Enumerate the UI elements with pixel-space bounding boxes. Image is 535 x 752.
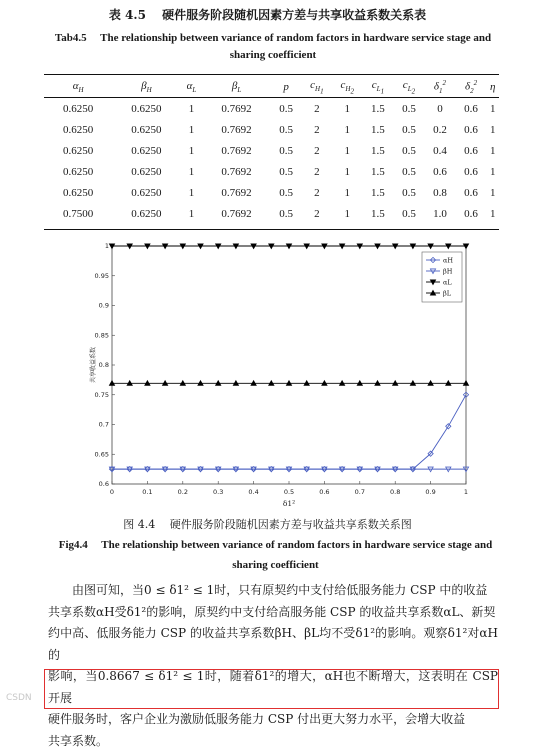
- col-c-l2: $c_{L_2}$: [393, 76, 424, 98]
- col-delta1-sq: $\delta_1^2$: [424, 76, 455, 98]
- y-tick-label: 0.95: [95, 272, 109, 280]
- x-tick-label: 0.8: [390, 488, 400, 496]
- col-c-l1: $c_{L_1}$: [362, 76, 393, 98]
- col-eta: η: [487, 76, 499, 98]
- table-cell: 1.5: [362, 203, 393, 224]
- table-cell: 0.6: [456, 98, 487, 119]
- table-cell: 0.6: [424, 161, 455, 182]
- table-cell: 0.6250: [112, 203, 180, 224]
- col-p: p: [271, 76, 302, 98]
- table-cell: 0.5: [393, 140, 424, 161]
- col-alpha-h: $\alpha_H$: [44, 76, 112, 98]
- y-tick-label: 0.8: [99, 361, 109, 369]
- table-cell: 2: [302, 161, 332, 182]
- x-tick-label: 0: [110, 488, 114, 496]
- table-cell: 0.5: [393, 98, 424, 119]
- col-alpha-l: $\alpha_L$: [181, 76, 203, 98]
- table-cell: 0.6250: [44, 182, 112, 203]
- y-tick-label: 1: [105, 242, 109, 250]
- table-cell: 0.7692: [202, 203, 270, 224]
- table-cell: 0.5: [393, 161, 424, 182]
- table-cell: 1: [332, 161, 362, 182]
- table-row: [44, 182, 499, 203]
- legend-box: [422, 252, 462, 302]
- table-title-en: [48, 30, 498, 64]
- table-cell: 0.5: [271, 161, 302, 182]
- paragraph-line-5: 硬件服务时，客户企业为激励低服务能力 CSP 付出更大努力水平，会增大收益: [48, 709, 498, 731]
- x-tick-label: 0.5: [284, 488, 294, 496]
- table-row: [44, 161, 499, 182]
- table-cell: 1.5: [362, 140, 393, 161]
- table-cell: 0.6: [456, 140, 487, 161]
- table-cell: 0.5: [393, 182, 424, 203]
- table-cell: 0.6250: [44, 98, 112, 119]
- x-tick-label: 0.9: [425, 488, 435, 496]
- legend-entry: αH: [443, 257, 453, 265]
- table-cell: 1.5: [362, 98, 393, 119]
- table-cell: 1: [487, 182, 499, 203]
- table-cell: 0.6: [456, 182, 487, 203]
- watermark: CSDN: [6, 693, 32, 703]
- paragraph-line-4: 影响，当0.8667 ≤ δ1² ≤ 1时，随着δ1²的增大，αH也不断增大，这表明在 CSP 开展: [48, 666, 498, 709]
- table-cell: 1: [181, 182, 203, 203]
- table-cell: 1.5: [362, 182, 393, 203]
- table-cell: 0.7692: [202, 119, 270, 140]
- table-cell: 1: [487, 119, 499, 140]
- table-row: [44, 119, 499, 140]
- x-tick-label: 0.3: [213, 488, 223, 496]
- table-cell: 1: [487, 140, 499, 161]
- table-cell: 1: [332, 203, 362, 224]
- table-cell: 0.5: [271, 140, 302, 161]
- paragraph-line-3: 约中高、低服务能力 CSP 的收益共享系数βH、βL均不受δ1²的影响。观察δ1²对αH的: [48, 623, 498, 666]
- table-cell: 0.5: [271, 182, 302, 203]
- x-tick-label: 0.4: [248, 488, 258, 496]
- legend-entry: βH: [443, 268, 453, 276]
- table-cell: 1.0: [424, 203, 455, 224]
- table-cell: 2: [302, 119, 332, 140]
- table-cell: 0.4: [424, 140, 455, 161]
- table-cell: 0.6: [456, 161, 487, 182]
- paragraph-line-6: 共享系数。: [48, 731, 498, 752]
- plot-frame: [112, 246, 466, 484]
- table-cell: 1: [332, 140, 362, 161]
- y-tick-label: 0.7: [99, 421, 109, 429]
- table-cell: 0.6250: [112, 119, 180, 140]
- table-cell: 0.6250: [44, 119, 112, 140]
- table-cell: 0.6250: [112, 161, 180, 182]
- table-cell: 2: [302, 182, 332, 203]
- analysis-paragraph: [48, 580, 498, 752]
- table-cell: 2: [302, 203, 332, 224]
- y-tick-label: 0.9: [99, 302, 109, 310]
- y-tick-label: 0.65: [95, 450, 109, 458]
- table-cell: 0.6250: [44, 140, 112, 161]
- table-row: [44, 98, 499, 119]
- table-cell: 0.6250: [112, 140, 180, 161]
- table-bottom-rule: [44, 229, 499, 230]
- table-cell: 1: [332, 119, 362, 140]
- table-cell: 1: [181, 203, 203, 224]
- table-top-rule: [44, 74, 499, 75]
- table-cell: 1: [487, 98, 499, 119]
- y-tick-label: 0.75: [95, 391, 109, 399]
- table-cell: 1.5: [362, 161, 393, 182]
- table-cell: 0.6250: [112, 98, 180, 119]
- table-cell: 1: [181, 119, 203, 140]
- table-cell: 0.5: [393, 203, 424, 224]
- table-cell: 0.7692: [202, 98, 270, 119]
- table-cell: 0.6250: [44, 161, 112, 182]
- figure-caption-en: [48, 535, 503, 575]
- figure-caption-en-line1: Fig4.4 The relationship between variance of random factors in hardware service stage and: [59, 539, 493, 551]
- table-cell: 0.6: [456, 203, 487, 224]
- col-beta-h: $\beta_H$: [112, 76, 180, 98]
- table-cell: 2: [302, 98, 332, 119]
- legend-entry: αL: [443, 279, 452, 287]
- table-cell: 0.6: [456, 119, 487, 140]
- table-cell: 0.7692: [202, 161, 270, 182]
- table-title-cn: 表 4.5 硬件服务阶段随机因素方差与共享收益系数关系表: [0, 6, 535, 23]
- table-cell: 0.7500: [44, 203, 112, 224]
- table-cell: 1: [181, 140, 203, 161]
- table-cell: 0.7692: [202, 182, 270, 203]
- sharing-coefficient-chart: [86, 240, 481, 512]
- table-cell: 0.2: [424, 119, 455, 140]
- col-delta2-sq: $\delta_2^2$: [456, 76, 487, 98]
- table-cell: 0.5: [271, 98, 302, 119]
- legend-entry: βL: [443, 290, 452, 298]
- table-row: [44, 140, 499, 161]
- figure-caption-en-line2: sharing coefficient: [232, 559, 318, 571]
- highlight-box: [44, 669, 499, 709]
- table-cell: 2: [302, 140, 332, 161]
- table-cell: 1: [332, 98, 362, 119]
- table-cell: 0.5: [271, 119, 302, 140]
- col-c-h2: $c_{H_2}$: [332, 76, 362, 98]
- table-cell: 0: [424, 98, 455, 119]
- table-row: [44, 203, 499, 224]
- parameter-table: [44, 76, 499, 224]
- y-tick-label: 0.6: [99, 480, 109, 488]
- paragraph-line-1: 由图可知，当0 ≤ δ1² ≤ 1时，只有原契约中支付给低服务能力 CSP 中的收益: [48, 580, 498, 602]
- figure-caption-cn: 图 4.4 硬件服务阶段随机因素方差与收益共享系数关系图: [0, 516, 535, 532]
- col-c-h1: $c_{H_1}$: [302, 76, 332, 98]
- x-axis-label: δ1²: [283, 499, 295, 508]
- table-cell: 1: [332, 182, 362, 203]
- table-cell: 0.6250: [112, 182, 180, 203]
- col-beta-l: $\beta_L$: [202, 76, 270, 98]
- x-tick-label: 0.6: [319, 488, 329, 496]
- y-axis-label: 共享收益系数: [89, 347, 97, 383]
- table-cell: 1.5: [362, 119, 393, 140]
- table-cell: 0.5: [393, 119, 424, 140]
- table-title-en-line1: Tab4.5 The relationship between variance of random factors in hardware service stage and: [55, 32, 491, 44]
- table-cell: 1: [181, 98, 203, 119]
- x-tick-label: 1: [464, 488, 468, 496]
- x-tick-label: 0.2: [178, 488, 188, 496]
- paragraph-line-2: 共享系数αH受δ1²的影响，原契约中支付给高服务能 CSP 的收益共享系数αL、新契: [48, 602, 498, 624]
- table-cell: 0.7692: [202, 140, 270, 161]
- table-title-en-line2: sharing coefficient: [230, 49, 316, 61]
- table-cell: 1: [487, 203, 499, 224]
- table-cell: 1: [487, 161, 499, 182]
- x-tick-label: 0.7: [355, 488, 365, 496]
- table-cell: 0.8: [424, 182, 455, 203]
- table-header-row: [44, 76, 499, 98]
- x-tick-label: 0.1: [142, 488, 152, 496]
- table-cell: 0.5: [271, 203, 302, 224]
- y-tick-label: 0.85: [95, 331, 109, 339]
- table-cell: 1: [181, 161, 203, 182]
